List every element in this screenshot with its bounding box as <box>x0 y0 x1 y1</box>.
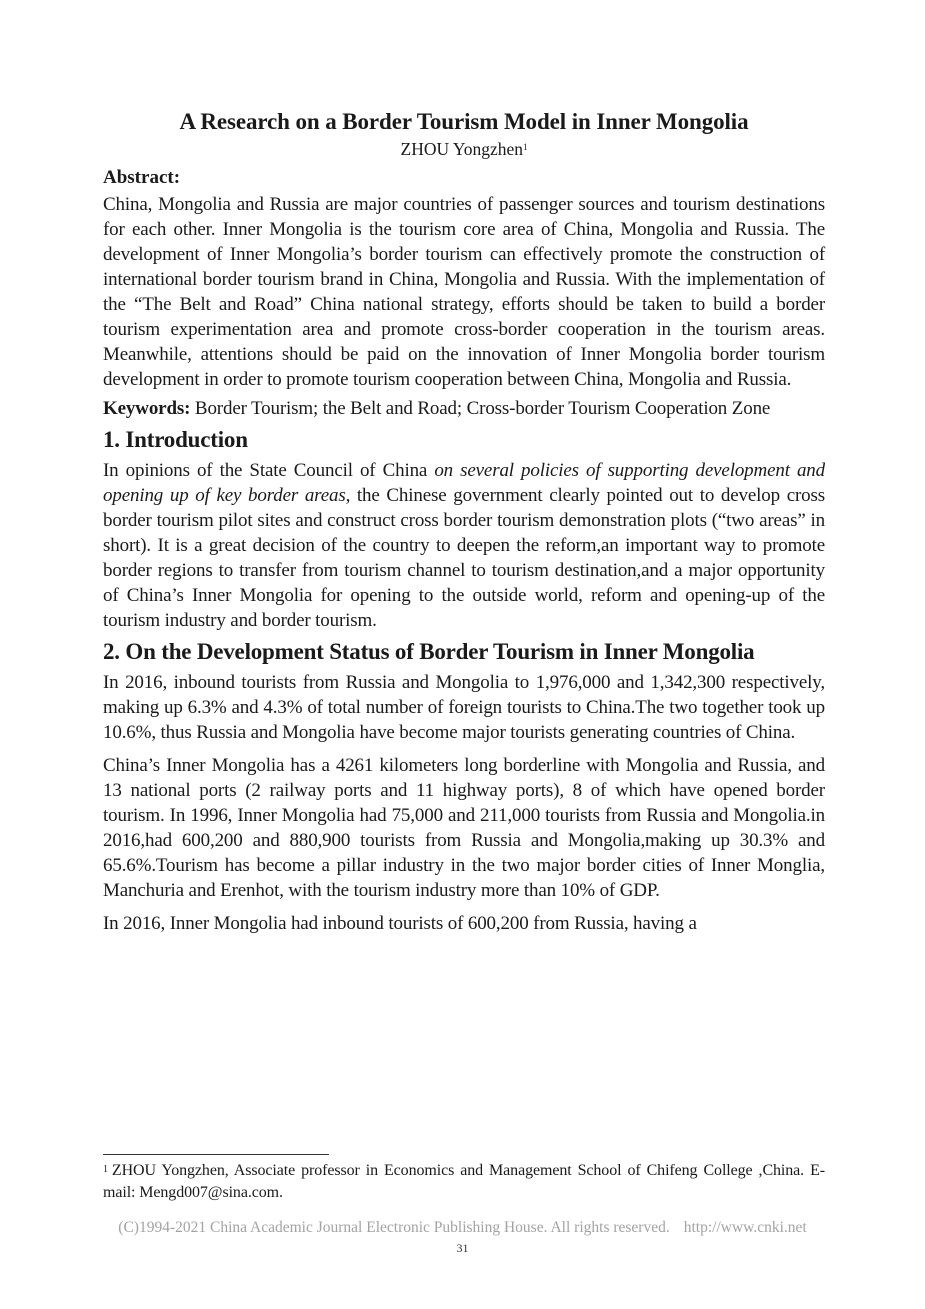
section-heading-introduction: 1. Introduction <box>103 427 248 452</box>
footnote <box>103 1160 825 1204</box>
section-heading-development-status: 2. On the Development Status of Border Tourism in Inner Mongolia <box>103 639 755 664</box>
keywords-text: Border Tourism; the Belt and Road; Cross-border Tourism Cooperation Zone <box>194 398 771 419</box>
keywords-label: Keywords: <box>103 398 191 419</box>
page-number: 31 <box>456 1241 469 1255</box>
copyright-watermark <box>0 1218 925 1238</box>
text-span: , the Chinese government clearly pointed out to develop cross border tourism pilot sites and construct cross border tourism demonstration plots (“two areas” in short). It is a great decision of the country to deepen the reform,an important way to promote border regions to transfer from tourism channel to tourism destination,and a major opportunity of China’s Inner Mongolia for opening to the outside world, reform and opening-up of the tourism industry and border tourism. <box>103 485 826 631</box>
footnote-divider <box>103 1154 329 1155</box>
abstract-label: Abstract: <box>103 167 181 188</box>
paper-title: A Research on a Border Tourism Model in Inner Mongolia <box>179 109 749 134</box>
introduction-paragraph <box>103 458 825 633</box>
paragraph-2016-russia: In 2016, Inner Mongolia had inbound tourists of 600,200 from Russia, having a <box>103 913 697 934</box>
abstract-text: China, Mongolia and Russia are major countries of passenger sources and tourism destinations for each other. Inner Mongolia is the tourism core area of China, Mongolia and Russia. The development of Inner Mongolia’s border tourism can effectively promote the construction of international border tourism brand in China, Mongolia and Russia. With the implementation of the “The Belt and Road” China national strategy, efforts should be taken to build a border tourism experimentation area and promote cross-border cooperation in the tourism areas. Meanwhile, attentions should be paid on the innovation of Inner Mongolia border tourism development in order to promote tourism cooperation between China, Mongolia and Russia. <box>103 194 825 390</box>
italic-policy-title: on several policies of supporting development and opening up of key border areas <box>103 460 826 506</box>
cnki-link[interactable]: http://www.cnki.net <box>683 1219 807 1236</box>
paragraph-borderline: China’s Inner Mongolia has a 4261 kilometers long borderline with Mongolia and Russia, and 13 national ports (2 railway ports and 11 highway ports), 8 of which have opened border tourism. In 1996, Inner Mongolia had 75,000 and 211,000 tourists from Russia and Mongolia.in 2016,had 600,200 and 880,900 tourists from Russia and Mongolia,making up 30.3% and 65.6%.Tourism has become a pillar industry in the two major border cities of Inner Monglia, Manchuria and Erenhot, with the tourism industry more than 10% of GDP. <box>103 755 825 901</box>
author-line <box>103 137 825 161</box>
text-span: In opinions of the State Council of China <box>103 460 435 481</box>
footnote-text: ZHOU Yongzhen, Associate professor in Economics and Management School of Chifeng College ,China. E-mail: Mengd007@sina.com. <box>103 1162 825 1201</box>
copyright-text: (C)1994-2021 China Academic Journal Electronic Publishing House. All rights reserved. <box>118 1219 670 1236</box>
paragraph-inbound-tourists: In 2016, inbound tourists from Russia and Mongolia to 1,976,000 and 1,342,300 respectively, making up 6.3% and 4.3% of total number of foreign tourists to China.The two together took up 10.6%, thus Russia and Mongolia have become major tourists generating countries of China. <box>103 672 825 743</box>
keywords <box>103 396 825 421</box>
author-footnote-mark: 1 <box>523 142 528 152</box>
footnote-mark: 1 <box>103 1164 108 1175</box>
author-name: ZHOU Yongzhen <box>400 139 523 159</box>
page-content <box>103 107 825 944</box>
